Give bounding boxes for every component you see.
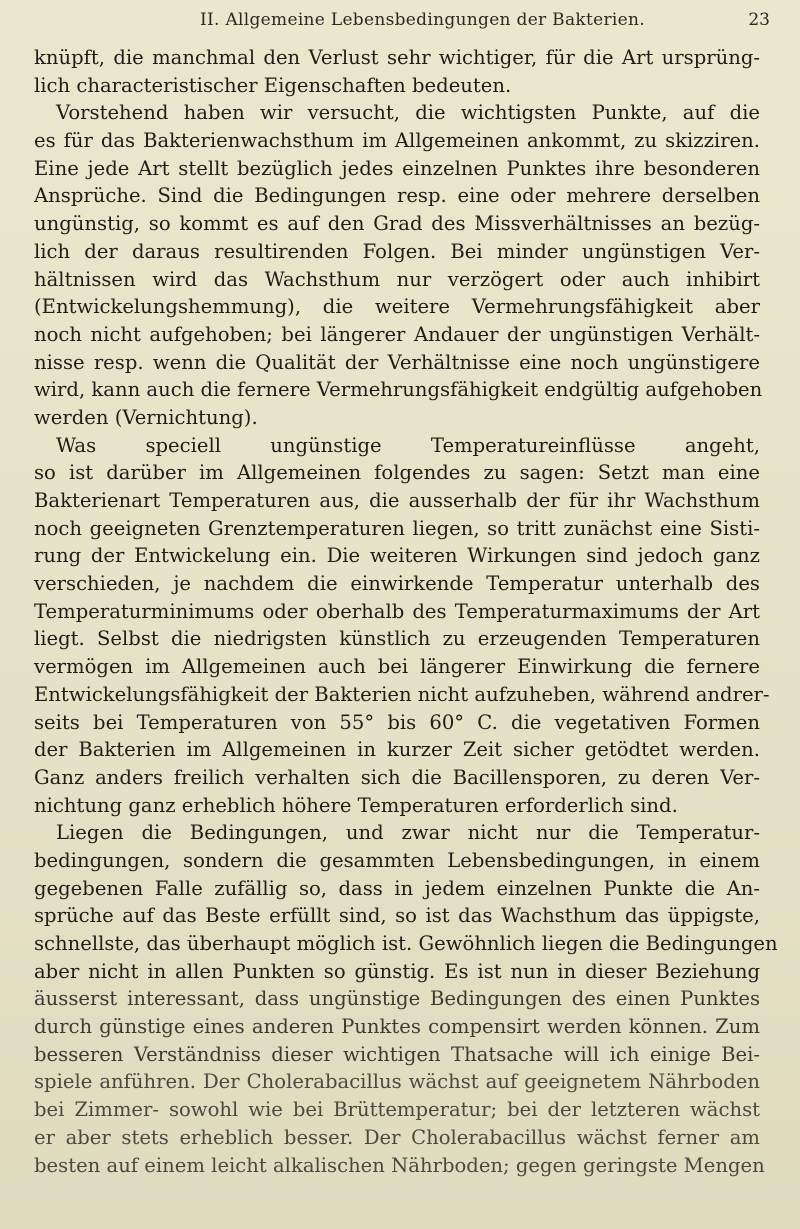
text-line: lich characteristischer Eigenschaften bedeuten. bbox=[34, 73, 512, 97]
text-line: gegebenen Falle zufällig so, dass in jedem einzelnen Punkte die An- bbox=[34, 876, 760, 900]
text-line: seits bei Temperaturen von 55° bis 60° C. die vegetativen Formen bbox=[34, 710, 760, 734]
page-header bbox=[0, 10, 800, 40]
text-line: besten auf einem leicht alkalischen Nährboden; gegen geringste Mengen bbox=[34, 1153, 765, 1177]
text-line: äusserst interessant, dass ungünstige Bedingungen des einen Punktes bbox=[34, 987, 760, 1011]
text-line: nisse resp. wenn die Qualität der Verhältnisse eine noch ungünstigere bbox=[34, 350, 760, 374]
text-line: hältnissen wird das Wachsthum nur verzögert oder auch inhibirt bbox=[34, 267, 760, 291]
text-line: so ist darüber im Allgemeinen folgendes zu sagen: Setzt man eine bbox=[34, 461, 760, 485]
text-line: Liegen die Bedingungen, und zwar nicht nur die Temperatur- bbox=[56, 821, 760, 845]
text-line: Bakterienart Temperaturen aus, die ausserhalb der für ihr Wachsthum bbox=[34, 489, 760, 512]
text-line: spiele anführen. Der Cholerabacillus wächst auf geeignetem Nährboden bbox=[34, 1070, 760, 1094]
text-line: noch nicht aufgehoben; bei längerer Andauer der ungünstigen Verhält- bbox=[34, 322, 760, 346]
text-line: es für das Bakterienwachsthum im Allgemeinen ankommt, zu skizziren. bbox=[34, 129, 760, 153]
text-line: verschieden, je nachdem die einwirkende Temperatur unterhalb des bbox=[34, 572, 760, 596]
text-line: Eine jede Art stellt bezüglich jedes einzelnen Punktes ihre besonderen bbox=[34, 156, 760, 180]
text-line: liegt. Selbst die niedrigsten künstlich zu erzeugenden Temperaturen bbox=[34, 627, 760, 651]
text-line: Ansprüche. Sind die Bedingungen resp. eine oder mehrere derselben bbox=[34, 184, 760, 208]
text-line: der Bakterien im Allgemeinen in kurzer Zeit sicher getödtet werden. bbox=[34, 738, 760, 762]
text-line: lich der daraus resultirenden Folgen. Bei minder ungünstigen Ver- bbox=[34, 239, 760, 263]
text-line: nichtung ganz erheblich höhere Temperaturen erforderlich sind. bbox=[34, 793, 678, 817]
text-line: sprüche auf das Beste erfüllt sind, so ist das Wachsthum das üppigste, bbox=[34, 904, 760, 928]
text-line: Entwickelungsfähigkeit der Bakterien nicht aufzuheben, während andrer- bbox=[34, 682, 770, 706]
text-line: wird, kann auch die fernere Vermehrungsfähigkeit endgültig aufgehoben bbox=[34, 378, 763, 402]
text-line: schnellste, das überhaupt möglich ist. Gewöhnlich liegen die Bedingungen bbox=[34, 932, 778, 955]
text-line: er aber stets erheblich besser. Der Cholerabacillus wächst ferner am bbox=[34, 1125, 760, 1149]
text-line: rung der Entwickelung ein. Die weiteren Wirkungen sind jedoch ganz bbox=[34, 544, 760, 568]
running-title: II. Allgemeine Lebensbedingungen der Bakterien. bbox=[200, 10, 645, 30]
text-line: vermögen im Allgemeinen auch bei längerer Einwirkung die fernere bbox=[34, 655, 760, 679]
text-line: bedingungen, sondern die gesammten Lebensbedingungen, in einem bbox=[34, 848, 760, 872]
text-line: Vorstehend haben wir versucht, die wichtigsten Punkte, auf die bbox=[56, 101, 760, 125]
text-line: besseren Verständniss dieser wichtigen Thatsache will ich einige Bei- bbox=[34, 1042, 760, 1066]
text-line: noch geeigneten Grenztemperaturen liegen, so tritt zunächst eine Sisti- bbox=[34, 516, 760, 540]
page-number: 23 bbox=[748, 10, 770, 30]
body-text bbox=[34, 44, 778, 1179]
text-line: Was speciell ungünstige Temperatureinflüsse angeht, bbox=[56, 433, 760, 457]
text-line: aber nicht in allen Punkten so günstig. Es ist nun in dieser Beziehung bbox=[34, 959, 760, 983]
text-line: ungünstig, so kommt es auf den Grad des Missverhältnisses an bezüg- bbox=[34, 212, 760, 236]
text-line: werden (Vernichtung). bbox=[34, 405, 258, 429]
text-line: knüpft, die manchmal den Verlust sehr wichtiger, für die Art ursprüng- bbox=[34, 46, 760, 69]
text-line: Temperaturminimums oder oberhalb des Temperaturmaximums der Art bbox=[34, 599, 760, 623]
text-line: (Entwickelungshemmung), die weitere Vermehrungsfähigkeit aber bbox=[34, 295, 760, 319]
text-line: bei Zimmer- sowohl wie bei Brüttemperatur; bei der letzteren wächst bbox=[34, 1098, 760, 1122]
text-line: durch günstige eines anderen Punktes compensirt werden können. Zum bbox=[34, 1015, 760, 1039]
text-line: Ganz anders freilich verhalten sich die Bacillensporen, zu deren Ver- bbox=[34, 765, 760, 789]
